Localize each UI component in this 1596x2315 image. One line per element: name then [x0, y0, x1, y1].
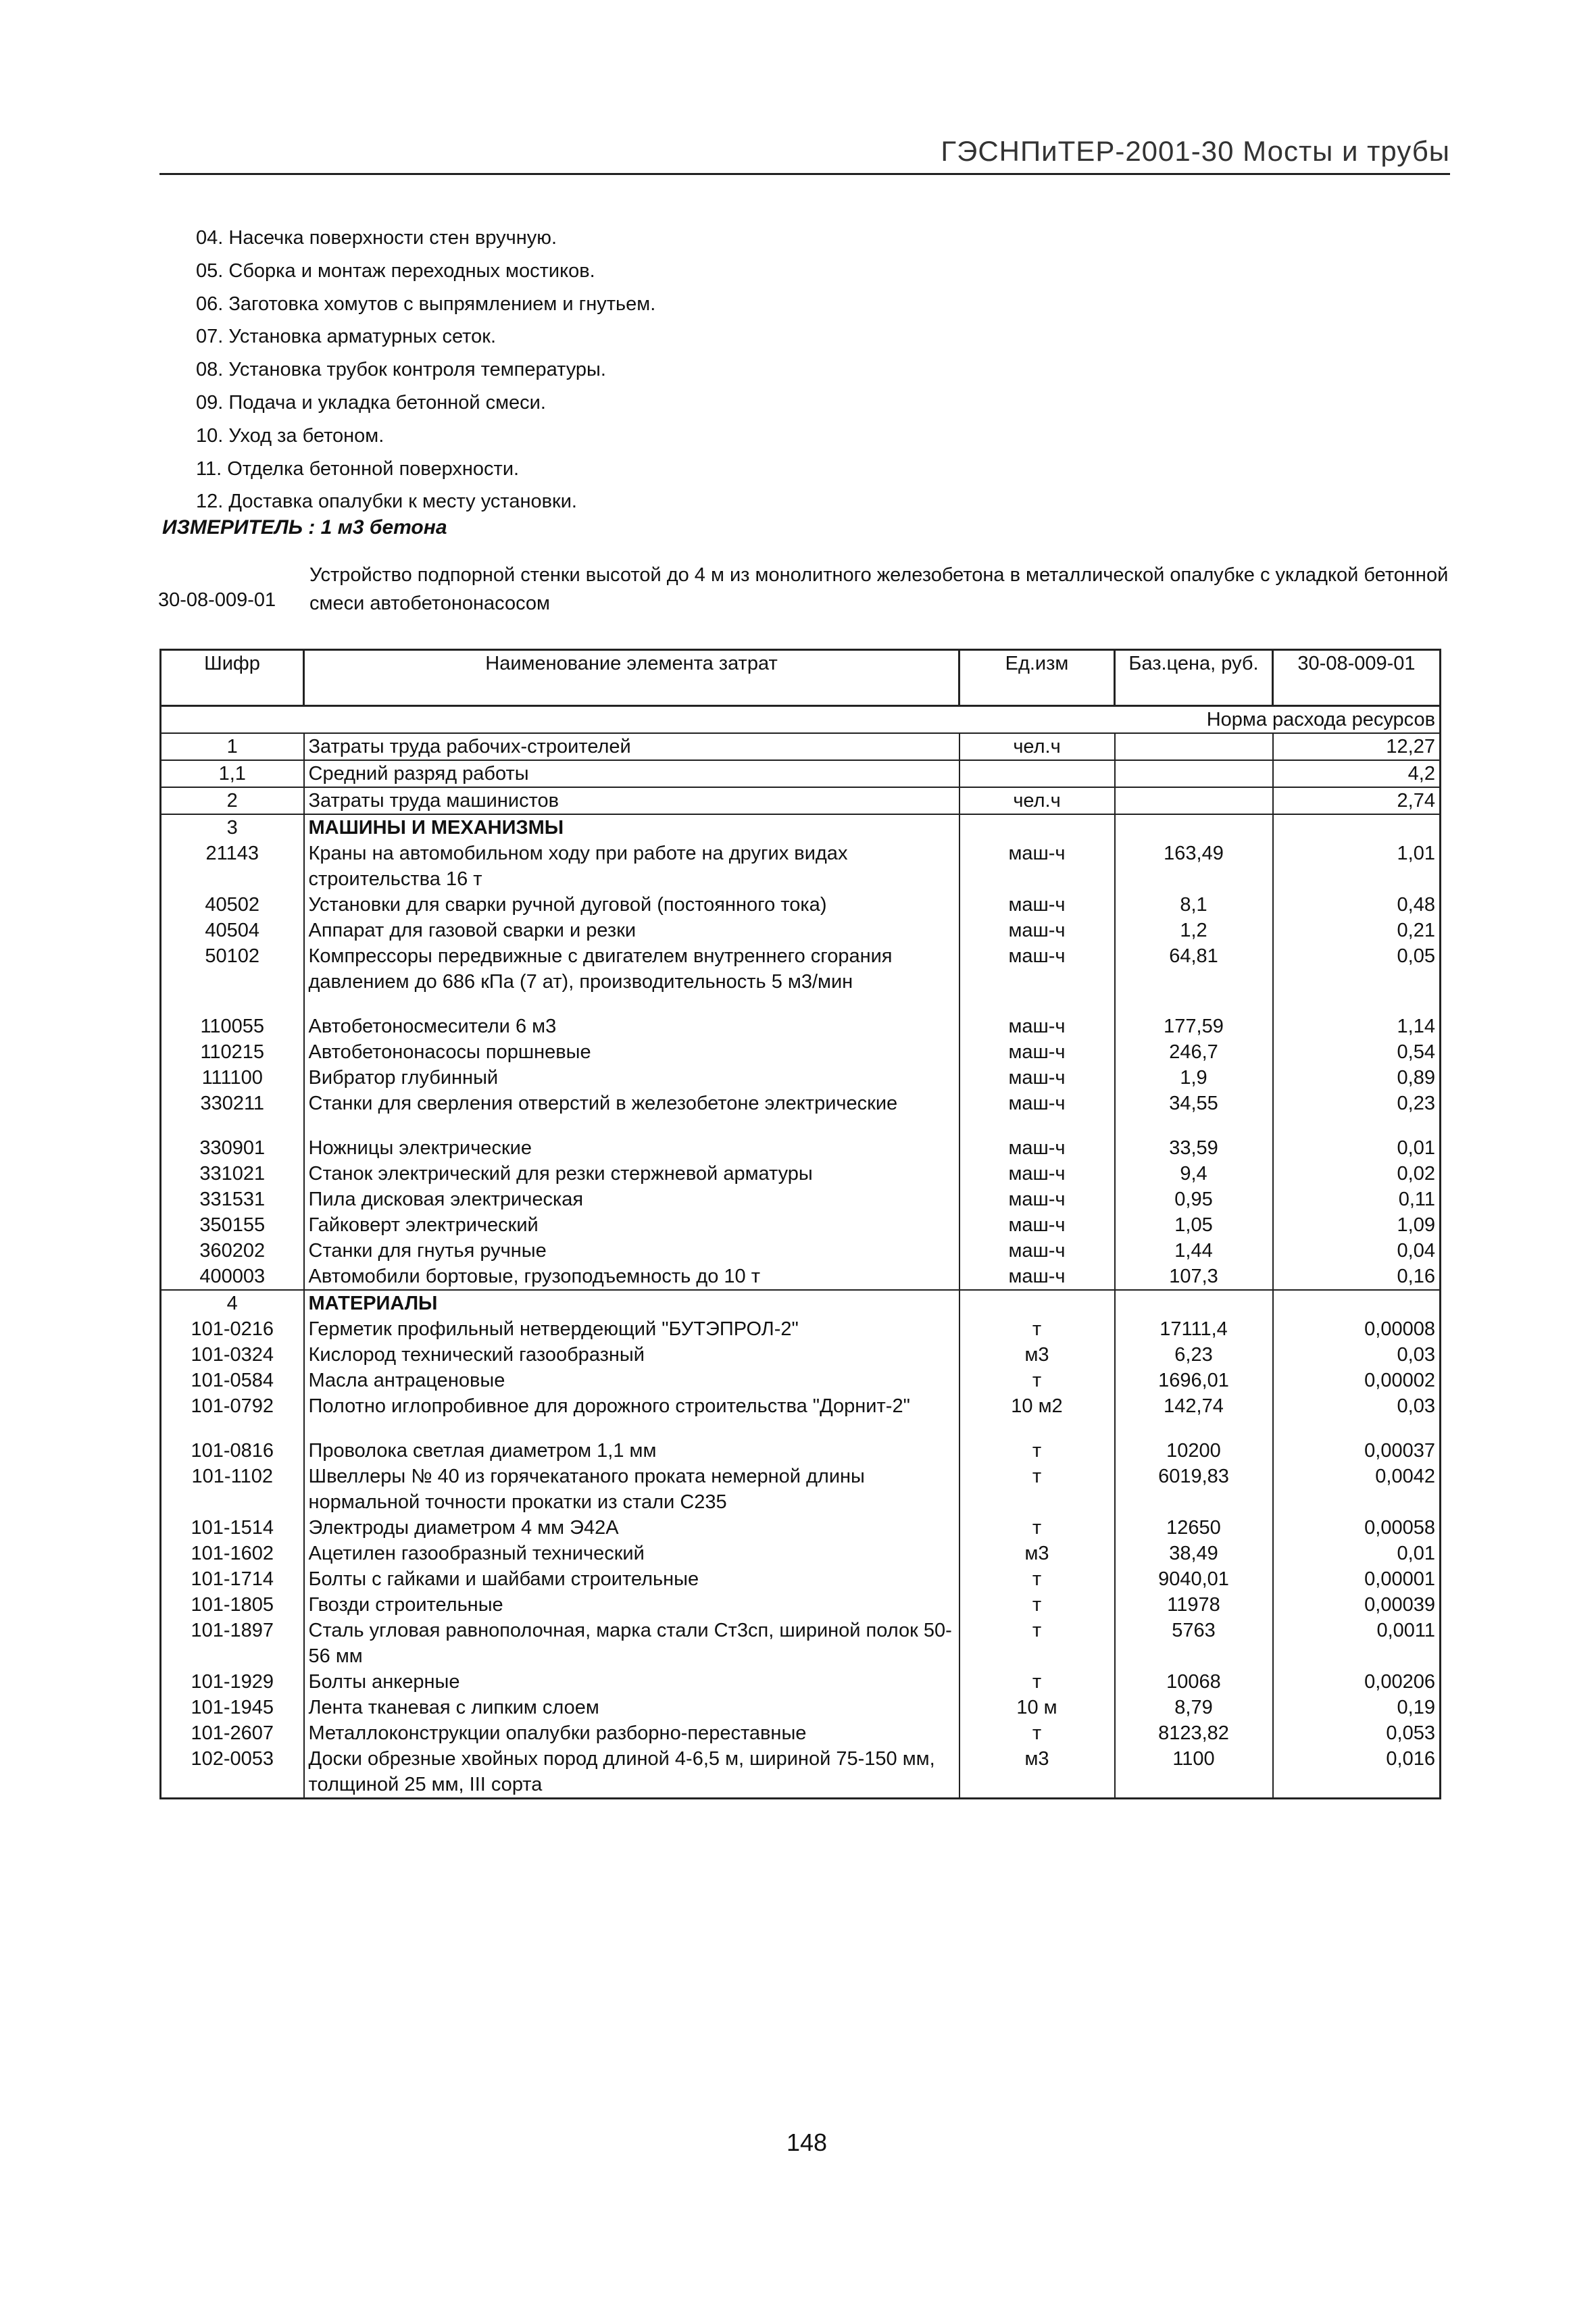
row-price: 11978 — [1115, 1592, 1273, 1618]
row-unit — [959, 1290, 1115, 1316]
row-norm-value: 0,01 — [1273, 1541, 1441, 1566]
row-code: 40504 — [161, 918, 304, 943]
row-code: 21143 — [161, 841, 304, 892]
row-name: Гайковерт электрический — [304, 1212, 959, 1238]
table-row — [161, 1238, 1441, 1264]
row-code: 101-1945 — [161, 1695, 304, 1720]
row-price: 64,81 — [1115, 943, 1273, 995]
row-code: 101-1602 — [161, 1541, 304, 1566]
row-name: Вибратор глубинный — [304, 1065, 959, 1091]
table-row — [161, 1695, 1441, 1720]
table-row — [161, 995, 1441, 1039]
table-row — [161, 1515, 1441, 1541]
table-row — [161, 1116, 1441, 1161]
row-code: 1 — [161, 733, 304, 760]
row-unit: чел.ч — [959, 787, 1115, 814]
row-norm-value: 2,74 — [1273, 787, 1441, 814]
row-code: 102-0053 — [161, 1746, 304, 1799]
row-unit: маш-ч — [1008, 945, 1066, 967]
row-name: Электроды диаметром 4 мм Э42А — [304, 1515, 959, 1541]
table-row — [161, 1541, 1441, 1566]
row-name: Пила дисковая электрическая — [304, 1187, 959, 1212]
row-code: 101-1714 — [161, 1566, 304, 1592]
row-unit: т — [1032, 1568, 1042, 1590]
row-code: 3 — [161, 814, 304, 841]
row-name: Доски обрезные хвойных пород длиной 4-6,5 м, шириной 75-150 мм, толщиной 25 мм, III сорта — [304, 1746, 959, 1799]
row-norm-value: 0,0042 — [1273, 1464, 1441, 1515]
measure-unit: ИЗМЕРИТЕЛЬ : 1 м3 бетона — [162, 516, 447, 539]
row-price — [1115, 814, 1273, 841]
operation-item: 06. Заготовка хомутов с выпрямлением и гнутьем. — [196, 293, 656, 315]
table-row — [161, 1065, 1441, 1091]
row-price: 177,59 — [1115, 995, 1273, 1039]
row-name: Установки для сварки ручной дуговой (постоянного тока) — [304, 892, 959, 918]
row-norm-value: 1,01 — [1273, 841, 1441, 892]
row-code: 110055 — [161, 995, 304, 1039]
row-unit: 10 м — [1016, 1697, 1057, 1718]
row-unit: маш-ч — [1008, 1016, 1066, 1037]
row-code: 350155 — [161, 1212, 304, 1238]
row-unit: маш-ч — [1008, 1163, 1066, 1185]
row-code: 2 — [161, 787, 304, 814]
row-norm-value: 0,00002 — [1273, 1368, 1441, 1393]
table-row — [161, 1316, 1441, 1342]
row-unit: маш-ч — [1008, 843, 1066, 864]
row-code: 330211 — [161, 1091, 304, 1116]
row-unit: 10 м2 — [1011, 1395, 1063, 1417]
row-name: Станки для сверления отверстий в железобетоне электрические — [304, 1091, 959, 1116]
table-row — [161, 1720, 1441, 1746]
row-norm-value: 4,2 — [1273, 760, 1441, 787]
row-unit: маш-ч — [1008, 1093, 1066, 1114]
row-name: Проволока светлая диаметром 1,1 мм — [304, 1419, 959, 1464]
row-name: Ацетилен газообразный технический — [304, 1541, 959, 1566]
row-price: 0,95 — [1115, 1187, 1273, 1212]
table-row — [161, 1091, 1441, 1116]
table-row — [161, 1746, 1441, 1799]
row-code: 101-1929 — [161, 1669, 304, 1695]
table-row — [161, 1464, 1441, 1515]
row-norm-value: 0,89 — [1273, 1065, 1441, 1091]
header-title: ГЭСНПиТЕР-2001-30 Мосты и трубы — [941, 135, 1450, 167]
row-name: Сталь угловая равнополочная, марка стали Ст3сп, шириной полок 50-56 мм — [304, 1618, 959, 1669]
row-price: 10068 — [1115, 1669, 1273, 1695]
row-unit: т — [1032, 1440, 1042, 1462]
row-code: 360202 — [161, 1238, 304, 1264]
row-code: 101-1897 — [161, 1618, 304, 1669]
norm-caption-row — [161, 706, 1441, 734]
row-unit: маш-ч — [1008, 1067, 1066, 1089]
row-price: 33,59 — [1115, 1116, 1273, 1161]
operation-item: 05. Сборка и монтаж переходных мостиков. — [196, 259, 595, 282]
row-price: 8,1 — [1115, 892, 1273, 918]
row-price — [1115, 733, 1273, 760]
row-name: Затраты труда машинистов — [304, 787, 959, 814]
row-price: 6019,83 — [1115, 1464, 1273, 1515]
row-norm-value: 0,19 — [1273, 1695, 1441, 1720]
table-row — [161, 1264, 1441, 1290]
row-price: 12650 — [1115, 1515, 1273, 1541]
row-price: 8123,82 — [1115, 1720, 1273, 1746]
row-norm-value — [1273, 1290, 1441, 1316]
row-norm-value: 0,00039 — [1273, 1592, 1441, 1618]
table-row — [161, 892, 1441, 918]
row-norm-value: 1,09 — [1273, 1212, 1441, 1238]
row-unit: т — [1032, 1620, 1042, 1641]
row-price: 10200 — [1115, 1419, 1273, 1464]
table-header-row — [161, 650, 1441, 706]
operation-item: 09. Подача и укладка бетонной смеси. — [196, 391, 546, 414]
header-norm: 30-08-009-01 — [1273, 650, 1441, 706]
row-name: Металлоконструкции опалубки разборно-переставные — [304, 1720, 959, 1746]
row-code: 101-0816 — [161, 1419, 304, 1464]
row-norm-value: 0,48 — [1273, 892, 1441, 918]
header-price: Баз.цена, руб. — [1115, 650, 1273, 706]
row-unit: маш-ч — [1008, 1041, 1066, 1063]
row-name: Полотно иглопробивное для дорожного строительства "Дорнит-2" — [304, 1393, 959, 1419]
table-row — [161, 943, 1441, 995]
row-price: 6,23 — [1115, 1342, 1273, 1368]
row-name: Масла антраценовые — [304, 1368, 959, 1393]
row-norm-value: 0,00008 — [1273, 1316, 1441, 1342]
table-row — [161, 1039, 1441, 1065]
table-row — [161, 733, 1441, 760]
row-norm-value: 0,21 — [1273, 918, 1441, 943]
norm-code: 30-08-009-01 — [158, 589, 276, 611]
row-name: Станок электрический для резки стержневой арматуры — [304, 1161, 959, 1187]
row-price: 34,55 — [1115, 1091, 1273, 1116]
operation-item: 04. Насечка поверхности стен вручную. — [196, 227, 557, 249]
resource-table — [159, 649, 1441, 1799]
norm-caption: Норма расхода ресурсов — [161, 706, 1441, 734]
table-row — [161, 1368, 1441, 1393]
row-name: Автомобили бортовые, грузоподъемность до 10 т — [304, 1264, 959, 1290]
row-unit: маш-ч — [1008, 1137, 1066, 1159]
row-code: 101-0324 — [161, 1342, 304, 1368]
row-name: Компрессоры передвижные с двигателем внутреннего сгорания давлением до 686 кПа (7 ат), производительность 5 м3/мин — [304, 943, 959, 995]
row-norm-value: 0,04 — [1273, 1238, 1441, 1264]
row-unit: маш-ч — [1008, 1189, 1066, 1210]
row-code: 101-0584 — [161, 1368, 304, 1393]
row-norm-value — [1273, 814, 1441, 841]
row-norm-value: 0,00037 — [1273, 1419, 1441, 1464]
row-code: 331531 — [161, 1187, 304, 1212]
table-row — [161, 1669, 1441, 1695]
table-row — [161, 1393, 1441, 1419]
table-row — [161, 841, 1441, 892]
row-code: 4 — [161, 1290, 304, 1316]
row-norm-value: 0,00206 — [1273, 1669, 1441, 1695]
row-code: 110215 — [161, 1039, 304, 1065]
table-row — [161, 787, 1441, 814]
row-price — [1115, 1290, 1273, 1316]
operation-item: 12. Доставка опалубки к месту установки. — [196, 491, 577, 513]
row-unit: м3 — [959, 1746, 1115, 1799]
row-code: 101-2607 — [161, 1720, 304, 1746]
row-unit: т — [1032, 1318, 1042, 1340]
row-unit: м3 — [1024, 1344, 1049, 1366]
row-price: 142,74 — [1115, 1393, 1273, 1419]
operation-item: 11. Отделка бетонной поверхности. — [196, 457, 520, 480]
table-row — [161, 1290, 1441, 1316]
row-unit: т — [1032, 1594, 1042, 1616]
header-unit: Ед.изм — [959, 650, 1115, 706]
row-name: Краны на автомобильном ходу при работе на других видах строительства 16 т — [304, 841, 959, 892]
table-row — [161, 1419, 1441, 1464]
row-unit: маш-ч — [1008, 894, 1066, 916]
row-price: 1,05 — [1115, 1212, 1273, 1238]
row-code: 330901 — [161, 1116, 304, 1161]
row-norm-value: 0,03 — [1273, 1342, 1441, 1368]
row-code: 101-0792 — [161, 1393, 304, 1419]
row-norm-value: 0,54 — [1273, 1039, 1441, 1065]
norm-title: Устройство подпорной стенки высотой до 4 м из монолитного железобетона в металлической опалубке с укладкой бетонной смеси автобетононасосом — [309, 564, 1449, 614]
table-row — [161, 1618, 1441, 1669]
row-code: 101-0216 — [161, 1316, 304, 1342]
row-name: Средний разряд работы — [304, 760, 959, 787]
row-code: 50102 — [161, 943, 304, 995]
row-code: 101-1805 — [161, 1592, 304, 1618]
row-code: 111100 — [161, 1065, 304, 1091]
row-price: 9040,01 — [1115, 1566, 1273, 1592]
row-unit: маш-ч — [1008, 920, 1066, 941]
row-code: 40502 — [161, 892, 304, 918]
row-name: Аппарат для газовой сварки и резки — [304, 918, 959, 943]
row-name: Швеллеры № 40 из горячекатаного проката немерной длины нормальной точности прокатки из стали С235 — [304, 1464, 959, 1515]
row-norm-value: 0,053 — [1273, 1720, 1441, 1746]
row-name: МАШИНЫ И МЕХАНИЗМЫ — [304, 814, 959, 841]
row-code: 101-1514 — [161, 1515, 304, 1541]
operation-item: 10. Уход за бетоном. — [196, 424, 384, 447]
row-unit: маш-ч — [1008, 1214, 1066, 1236]
row-name: Ножницы электрические — [304, 1116, 959, 1161]
row-norm-value: 0,16 — [1273, 1264, 1441, 1290]
table-row — [161, 1566, 1441, 1592]
table-row — [161, 1592, 1441, 1618]
row-unit: т — [1032, 1671, 1042, 1693]
row-name: Затраты труда рабочих-строителей — [304, 733, 959, 760]
row-norm-value: 0,016 — [1273, 1746, 1441, 1799]
row-norm-value: 0,05 — [1273, 943, 1441, 995]
row-norm-value: 0,03 — [1273, 1393, 1441, 1419]
table-row — [161, 1187, 1441, 1212]
row-price: 107,3 — [1115, 1264, 1273, 1290]
row-unit: чел.ч — [1013, 736, 1061, 757]
row-norm-value: 0,0011 — [1273, 1618, 1441, 1669]
table-row — [161, 1342, 1441, 1368]
row-norm-value: 0,11 — [1273, 1187, 1441, 1212]
operations-list — [196, 222, 655, 518]
row-code: 400003 — [161, 1264, 304, 1290]
row-price: 1,9 — [1115, 1065, 1273, 1091]
row-code: 331021 — [161, 1161, 304, 1187]
row-norm-value: 12,27 — [1273, 733, 1441, 760]
row-price: 1696,01 — [1115, 1368, 1273, 1393]
row-price: 38,49 — [1115, 1541, 1273, 1566]
page-header — [159, 135, 1450, 175]
row-price — [1115, 787, 1273, 814]
row-norm-value: 0,00058 — [1273, 1515, 1441, 1541]
row-unit: маш-ч — [1008, 1240, 1066, 1262]
table-row — [161, 1212, 1441, 1238]
row-name: МАТЕРИАЛЫ — [304, 1290, 959, 1316]
row-price: 17111,4 — [1115, 1316, 1273, 1342]
row-name: Болты анкерные — [304, 1669, 959, 1695]
row-norm-value: 0,23 — [1273, 1091, 1441, 1116]
row-price: 8,79 — [1115, 1695, 1273, 1720]
row-code: 101-1102 — [161, 1464, 304, 1515]
operation-item: 07. Установка арматурных сеток. — [196, 326, 497, 348]
page-number: 148 — [787, 2129, 828, 2156]
row-name: Герметик профильный нетвердеющий "БУТЭПРОЛ-2" — [304, 1316, 959, 1342]
row-price: 163,49 — [1115, 841, 1273, 892]
row-price — [1115, 760, 1273, 787]
row-name: Болты с гайками и шайбами строительные — [304, 1566, 959, 1592]
row-price: 1,2 — [1115, 918, 1273, 943]
row-unit — [959, 814, 1115, 841]
row-unit: т — [1032, 1722, 1042, 1744]
row-norm-value: 0,01 — [1273, 1116, 1441, 1161]
row-price: 9,4 — [1115, 1161, 1273, 1187]
table-row — [161, 918, 1441, 943]
table-row — [161, 814, 1441, 841]
row-name: Кислород технический газообразный — [304, 1342, 959, 1368]
row-norm-value: 0,00001 — [1273, 1566, 1441, 1592]
table-row — [161, 1161, 1441, 1187]
header-name: Наименование элемента затрат — [304, 650, 959, 706]
row-name: Гвозди строительные — [304, 1592, 959, 1618]
row-price: 1100 — [1115, 1746, 1273, 1799]
row-price: 5763 — [1115, 1618, 1273, 1669]
row-unit: маш-ч — [1008, 1266, 1066, 1287]
row-price: 1,44 — [1115, 1238, 1273, 1264]
row-name: Автобетононасосы поршневые — [304, 1039, 959, 1065]
row-norm-value: 0,02 — [1273, 1161, 1441, 1187]
row-name: Лента тканевая с липким слоем — [304, 1695, 959, 1720]
row-unit: т — [1032, 1466, 1042, 1487]
row-unit: м3 — [1024, 1543, 1049, 1564]
header-code: Шифр — [161, 650, 304, 706]
row-price: 246,7 — [1115, 1039, 1273, 1065]
row-code: 1,1 — [161, 760, 304, 787]
row-unit — [959, 760, 1115, 787]
table-row — [161, 760, 1441, 787]
row-name: Автобетоносмесители 6 м3 — [304, 995, 959, 1039]
row-name: Станки для гнутья ручные — [304, 1238, 959, 1264]
operation-item: 08. Установка трубок контроля температуры. — [196, 359, 606, 381]
row-unit: т — [1032, 1370, 1042, 1391]
row-norm-value: 1,14 — [1273, 995, 1441, 1039]
row-unit: т — [1032, 1517, 1042, 1539]
